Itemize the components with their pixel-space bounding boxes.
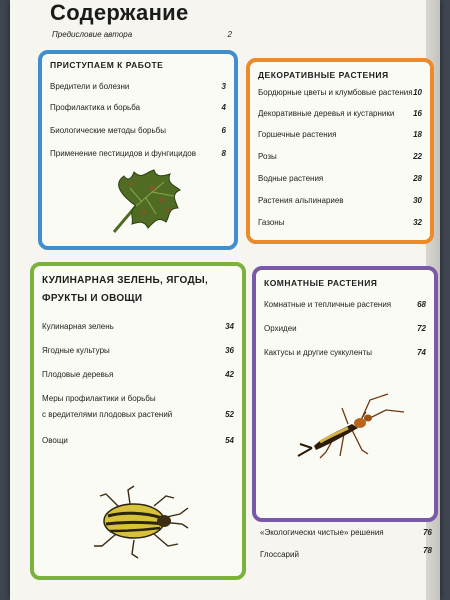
- entry-label: «Экологически чистые» решения: [260, 528, 384, 537]
- entry-page: 18: [413, 130, 422, 139]
- entry-page: 28: [413, 174, 422, 183]
- entry-page: 68: [417, 300, 426, 309]
- entry-page: 34: [225, 322, 234, 331]
- entry-page: 8: [221, 149, 226, 158]
- entry-label: Овощи: [42, 436, 68, 445]
- section-culinary-box: [30, 262, 246, 580]
- entry-label: Растения альпинариев: [258, 196, 344, 205]
- entry-label: Газоны: [258, 218, 285, 227]
- entry-label: Комнатные и тепличные растения: [264, 300, 392, 309]
- entry-label: Профилактика и борьба: [50, 103, 141, 112]
- entry-label: Кактусы и другие суккуленты: [264, 348, 372, 357]
- entry-page: 22: [413, 152, 422, 161]
- section-culinary-title-line1: КУЛИНАРНАЯ ЗЕЛЕНЬ, ЯГОДЫ,: [42, 275, 209, 286]
- entry-page: 30: [413, 196, 422, 205]
- earwig-illustration: [292, 390, 412, 470]
- entry-label: Декоративные деревья и кустарники: [258, 109, 395, 118]
- preface-entry: [52, 30, 232, 39]
- entry-label: Меры профилактики и борьбы: [42, 394, 156, 403]
- entry-page: 42: [225, 370, 234, 379]
- section-start-title: ПРИСТУПАЕМ К РАБОТЕ: [50, 60, 164, 70]
- section-culinary-title: [42, 272, 234, 308]
- entry-label: Розы: [258, 152, 277, 161]
- entry-label: Бордюрные цветы и клумбовые растения: [258, 88, 413, 97]
- entry-page: 16: [413, 109, 422, 118]
- preface-label: Предисловие автора: [52, 30, 133, 39]
- entry-page: 36: [225, 346, 234, 355]
- entry-label: Водные растения: [258, 174, 324, 183]
- section-decorative-title: ДЕКОРАТИВНЫЕ РАСТЕНИЯ: [258, 70, 389, 80]
- entry-page: 3: [221, 82, 226, 91]
- section-decorative-box: [246, 58, 434, 244]
- entry-page: 32: [413, 218, 422, 227]
- entry-page: 6: [221, 126, 226, 135]
- entry-page: 10: [413, 88, 422, 97]
- entry-page: 4: [221, 103, 226, 112]
- entry-label: Биологические методы борьбы: [50, 126, 166, 135]
- entry-label: Глоссарий: [260, 550, 299, 559]
- entry-label: Кулинарная зелень: [42, 322, 114, 331]
- entry-page: 76: [423, 528, 432, 537]
- entry-page: 78: [423, 546, 432, 555]
- entry-label: с вредителями плодовых растений: [42, 410, 173, 419]
- entry-label: Плодовые деревья: [42, 370, 114, 379]
- entry-page: 54: [225, 436, 234, 445]
- section-culinary-title-line2: ФРУКТЫ И ОВОЩИ: [42, 293, 143, 304]
- entry-page: 72: [417, 324, 426, 333]
- entry-page: 52: [225, 410, 234, 419]
- page-title: Содержание: [50, 0, 189, 25]
- entry-label: Применение пестицидов и фунгицидов: [50, 149, 197, 158]
- entry-label: Горшечные растения: [258, 130, 337, 139]
- entry-label: Ягодные культуры: [42, 346, 110, 355]
- section-indoor-title: КОМНАТНЫЕ РАСТЕНИЯ: [264, 278, 378, 288]
- book-page: [10, 0, 440, 600]
- entry-label: Орхидеи: [264, 324, 297, 333]
- beetle-illustration: [82, 484, 190, 560]
- entry-label: Вредители и болезни: [50, 82, 130, 91]
- section-start-box: [38, 50, 238, 250]
- section-indoor-box: [252, 266, 438, 522]
- entry-page: 74: [417, 348, 426, 357]
- preface-page: 2: [227, 30, 232, 39]
- diseased-leaf-illustration: [104, 166, 184, 238]
